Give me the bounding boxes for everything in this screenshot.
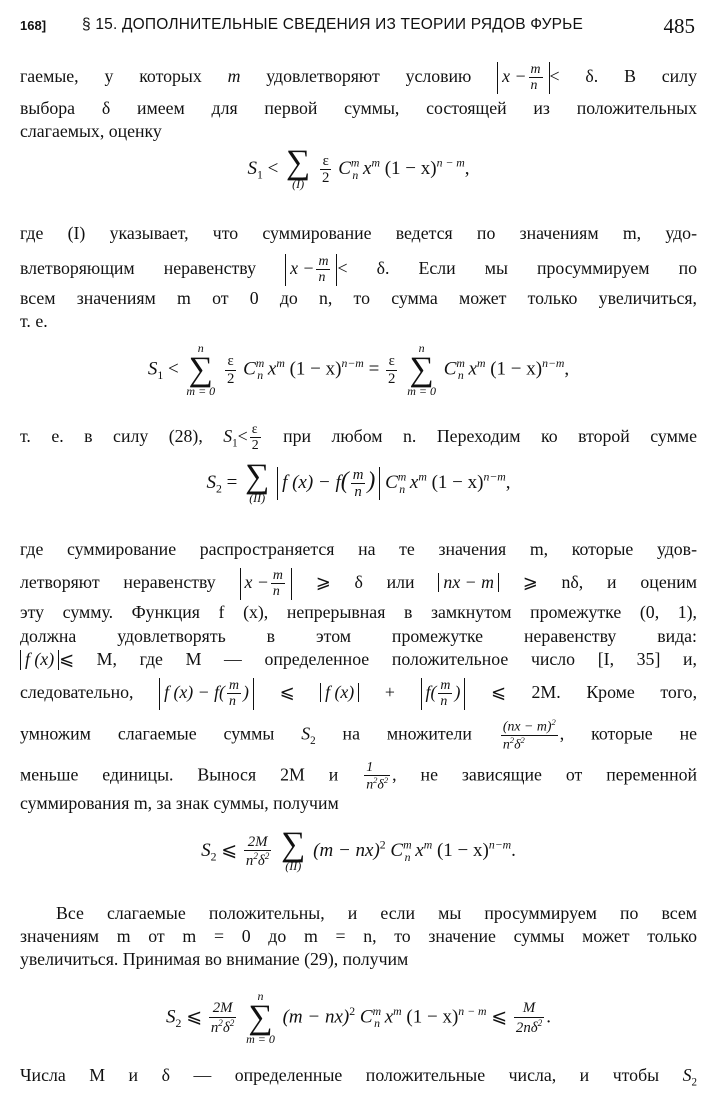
text-line-2: выбора δ имеем для первой суммы, состоящей из положительных xyxy=(20,98,697,118)
text-line-5: влетворяющим неравенству x − $\frac{m}{n}$ < δ. Если мы просуммируем по xyxy=(20,254,698,286)
running-title: § 15. ДОПОЛНИТЕЛЬНЫЕ СВЕДЕНИЯ ИЗ ТЕОРИИ РЯДОВ ФУРЬЕ xyxy=(82,16,584,33)
section-number: 168] xyxy=(20,18,47,33)
text-line-20: увеличиться. Принимая во внимание (29), получим xyxy=(20,949,409,969)
text-line-16: меньше единицы. Вынося 2M и $\frac{1}{n^2\delta^2}$ , не зависящие от переменной xyxy=(20,760,697,793)
text-line-4: где (I) указывает, что суммирование ведется по значениям m, удо- xyxy=(20,223,697,243)
text-line-17: суммирования m, за знак суммы, получим xyxy=(20,793,339,813)
text-line-18: Все слагаемые положительны, и если мы просуммируем по всем xyxy=(56,903,697,923)
text-line-21: Числа M и δ — определенные положительные числа, и чтобы $S_2$ xyxy=(20,1065,697,1089)
text-line-13: f (x) ⩽ M, где M — определенное положительное число [I, 35] и, xyxy=(20,648,697,670)
equation-3: $S_2$ = ∑ (II) f (x) − f( $\frac{m}{n}$ ) $C^m_n$ $x^m$ $(1 - x)^{n-m}$, xyxy=(206,458,511,505)
equation-4: $S_2$ ⩽ $\frac{2M}{n^2\delta^2}$ ∑ (II) (m − nx)$^2$ $C^m_n$ $x^m$ $(1 - x)^{n-m}$. xyxy=(201,826,516,873)
text-line-11: эту сумму. Функция f (x), непрерывная в замкнутом промежутке (0, 1), xyxy=(20,602,697,622)
text-line-19: значениям m от m = 0 до m = n, то значение суммы может только xyxy=(20,926,697,946)
equation-1: $S_1$ < ∑ (I) $\frac{\varepsilon}{2}$ $C^m_n$ $x^m$ $(1 - x)^{n - m}$, xyxy=(247,144,470,191)
text-line-12: должна удовлетворять в этом промежутке неравенству вида: xyxy=(20,626,697,646)
text-line-7: т. е. xyxy=(20,311,48,331)
text-line-8: т. е. в силу (28), $S_1<$ $\frac{\varepsilon}{2}$ при любом n. Переходим ко второй сумме xyxy=(20,422,697,454)
text-line-15: умножим слагаемые суммы $S_2$ на множители $\frac{(nx - m)^2}{n^2\delta^2}$ , которые не xyxy=(20,717,697,753)
text-line-6: всем значениям m от 0 до n, то сумма может только увеличиться, xyxy=(20,288,697,308)
page-number: 485 xyxy=(663,14,695,38)
text-line-3: слагаемых, оценку xyxy=(20,121,162,141)
text-line-1: гаемые, у которых m удовлетворяют условию x − $\frac{m}{n}$ < δ. В силу xyxy=(20,62,697,94)
equation-2: $S_1$ < n ∑ m = 0 $\frac{\varepsilon}{2}$ $C^m_n$ $x^m$ $(1 - x)^{n-m}$ = $\frac{\varepsilon}{2}$ n ∑ m = 0 $C^m_n$ $x^m$ $(1 - x)^{n-m}$, xyxy=(147,341,570,398)
text-line-10: летворяют неравенству x − $\frac{m}{n}$ ⩾ δ или nx − m ⩾ nδ, и оценим xyxy=(20,568,697,600)
text-line-14: следовательно, f (x) − f( $\frac{m}{n}$ ) ⩽ f (x) + f( $\frac{m}{n}$ ) ⩽ 2M. Кроме того, xyxy=(20,678,698,710)
running-header xyxy=(20,14,697,40)
text-line-9: где суммирование распространяется на те значения m, которые удов- xyxy=(20,539,697,559)
equation-5: $S_2$ ⩽ $\frac{2M}{n^2\delta^2}$ n ∑ m = 0 (m − nx)$^2$ $C^m_n$ $x^m$ $(1 - x)^{n - m}$ ⩽ $\frac{M}{2n\delta^2}$ . xyxy=(166,989,551,1046)
